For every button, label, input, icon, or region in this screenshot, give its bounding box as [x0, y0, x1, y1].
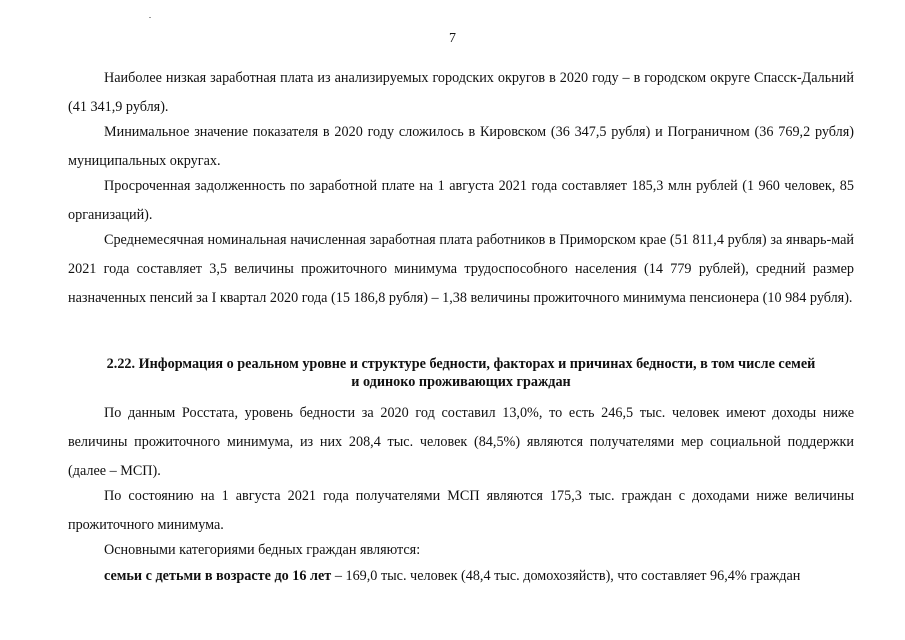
paragraph-categories-intro: Основными категориями бедных граждан являются:	[104, 542, 421, 558]
section-heading	[68, 355, 854, 391]
paragraph-overdue-debt: Просроченная задолженность по заработной плате на 1 августа 2021 года составляет 185,3 млн рублей (1 960 человек, 85 организаций).	[68, 178, 854, 223]
paragraph-msp-recipients: По состоянию на 1 августа 2021 года получателями МСП являются 175,3 тыс. граждан с доходами ниже величины прожиточного минимума.	[68, 488, 854, 533]
families-with-children-label: семьи с детьми в возрасте до 16 лет	[104, 568, 332, 584]
paragraph-families-with-children	[68, 562, 854, 591]
page-number: 7	[449, 31, 456, 46]
paragraph-minimum-value: Минимальное значение показателя в 2020 году сложилось в Кировском (36 347,5 рубля) и Пограничном (36 769,2 рубля) муниципальных округах.	[68, 124, 854, 169]
families-with-children-text: – 169,0 тыс. человек (48,4 тыс. домохозяйств), что составляет 96,4% граждан	[331, 568, 801, 584]
paragraph-average-salary: Среднемесячная номинальная начисленная заработная плата работников в Приморском крае (51 811,4 рубля) за январь-май 2021 года составляет 3,5 величины прожиточного минимума трудоспособного населения (14 779 рублей), средний размер назначенных пенсий за I квартал 2020 года (15 186,8 рубля) – 1,38 величины прожиточного минимума пенсионера (10 984 рубля).	[68, 232, 854, 306]
paragraph-poverty-level: По данным Росстата, уровень бедности за 2020 год составил 13,0%, то есть 246,5 тыс. человек имеют доходы ниже величины прожиточного минимума, из них 208,4 тыс. человек (84,5%) являются получателями мер социальной поддержки (далее – МСП).	[68, 405, 854, 479]
section-heading-line-1: 2.22. Информация о реальном уровне и структуре бедности, факторах и причинах бедности, в том числе семей	[106, 356, 816, 372]
paragraph-lowest-salary: Наиболее низкая заработная плата из анализируемых городских округов в 2020 году – в городском округе Спасск-Дальний (41 341,9 рубля).	[68, 70, 854, 115]
section-heading-line-2: и одиноко проживающих граждан	[351, 374, 571, 390]
scan-speck	[149, 17, 151, 18]
